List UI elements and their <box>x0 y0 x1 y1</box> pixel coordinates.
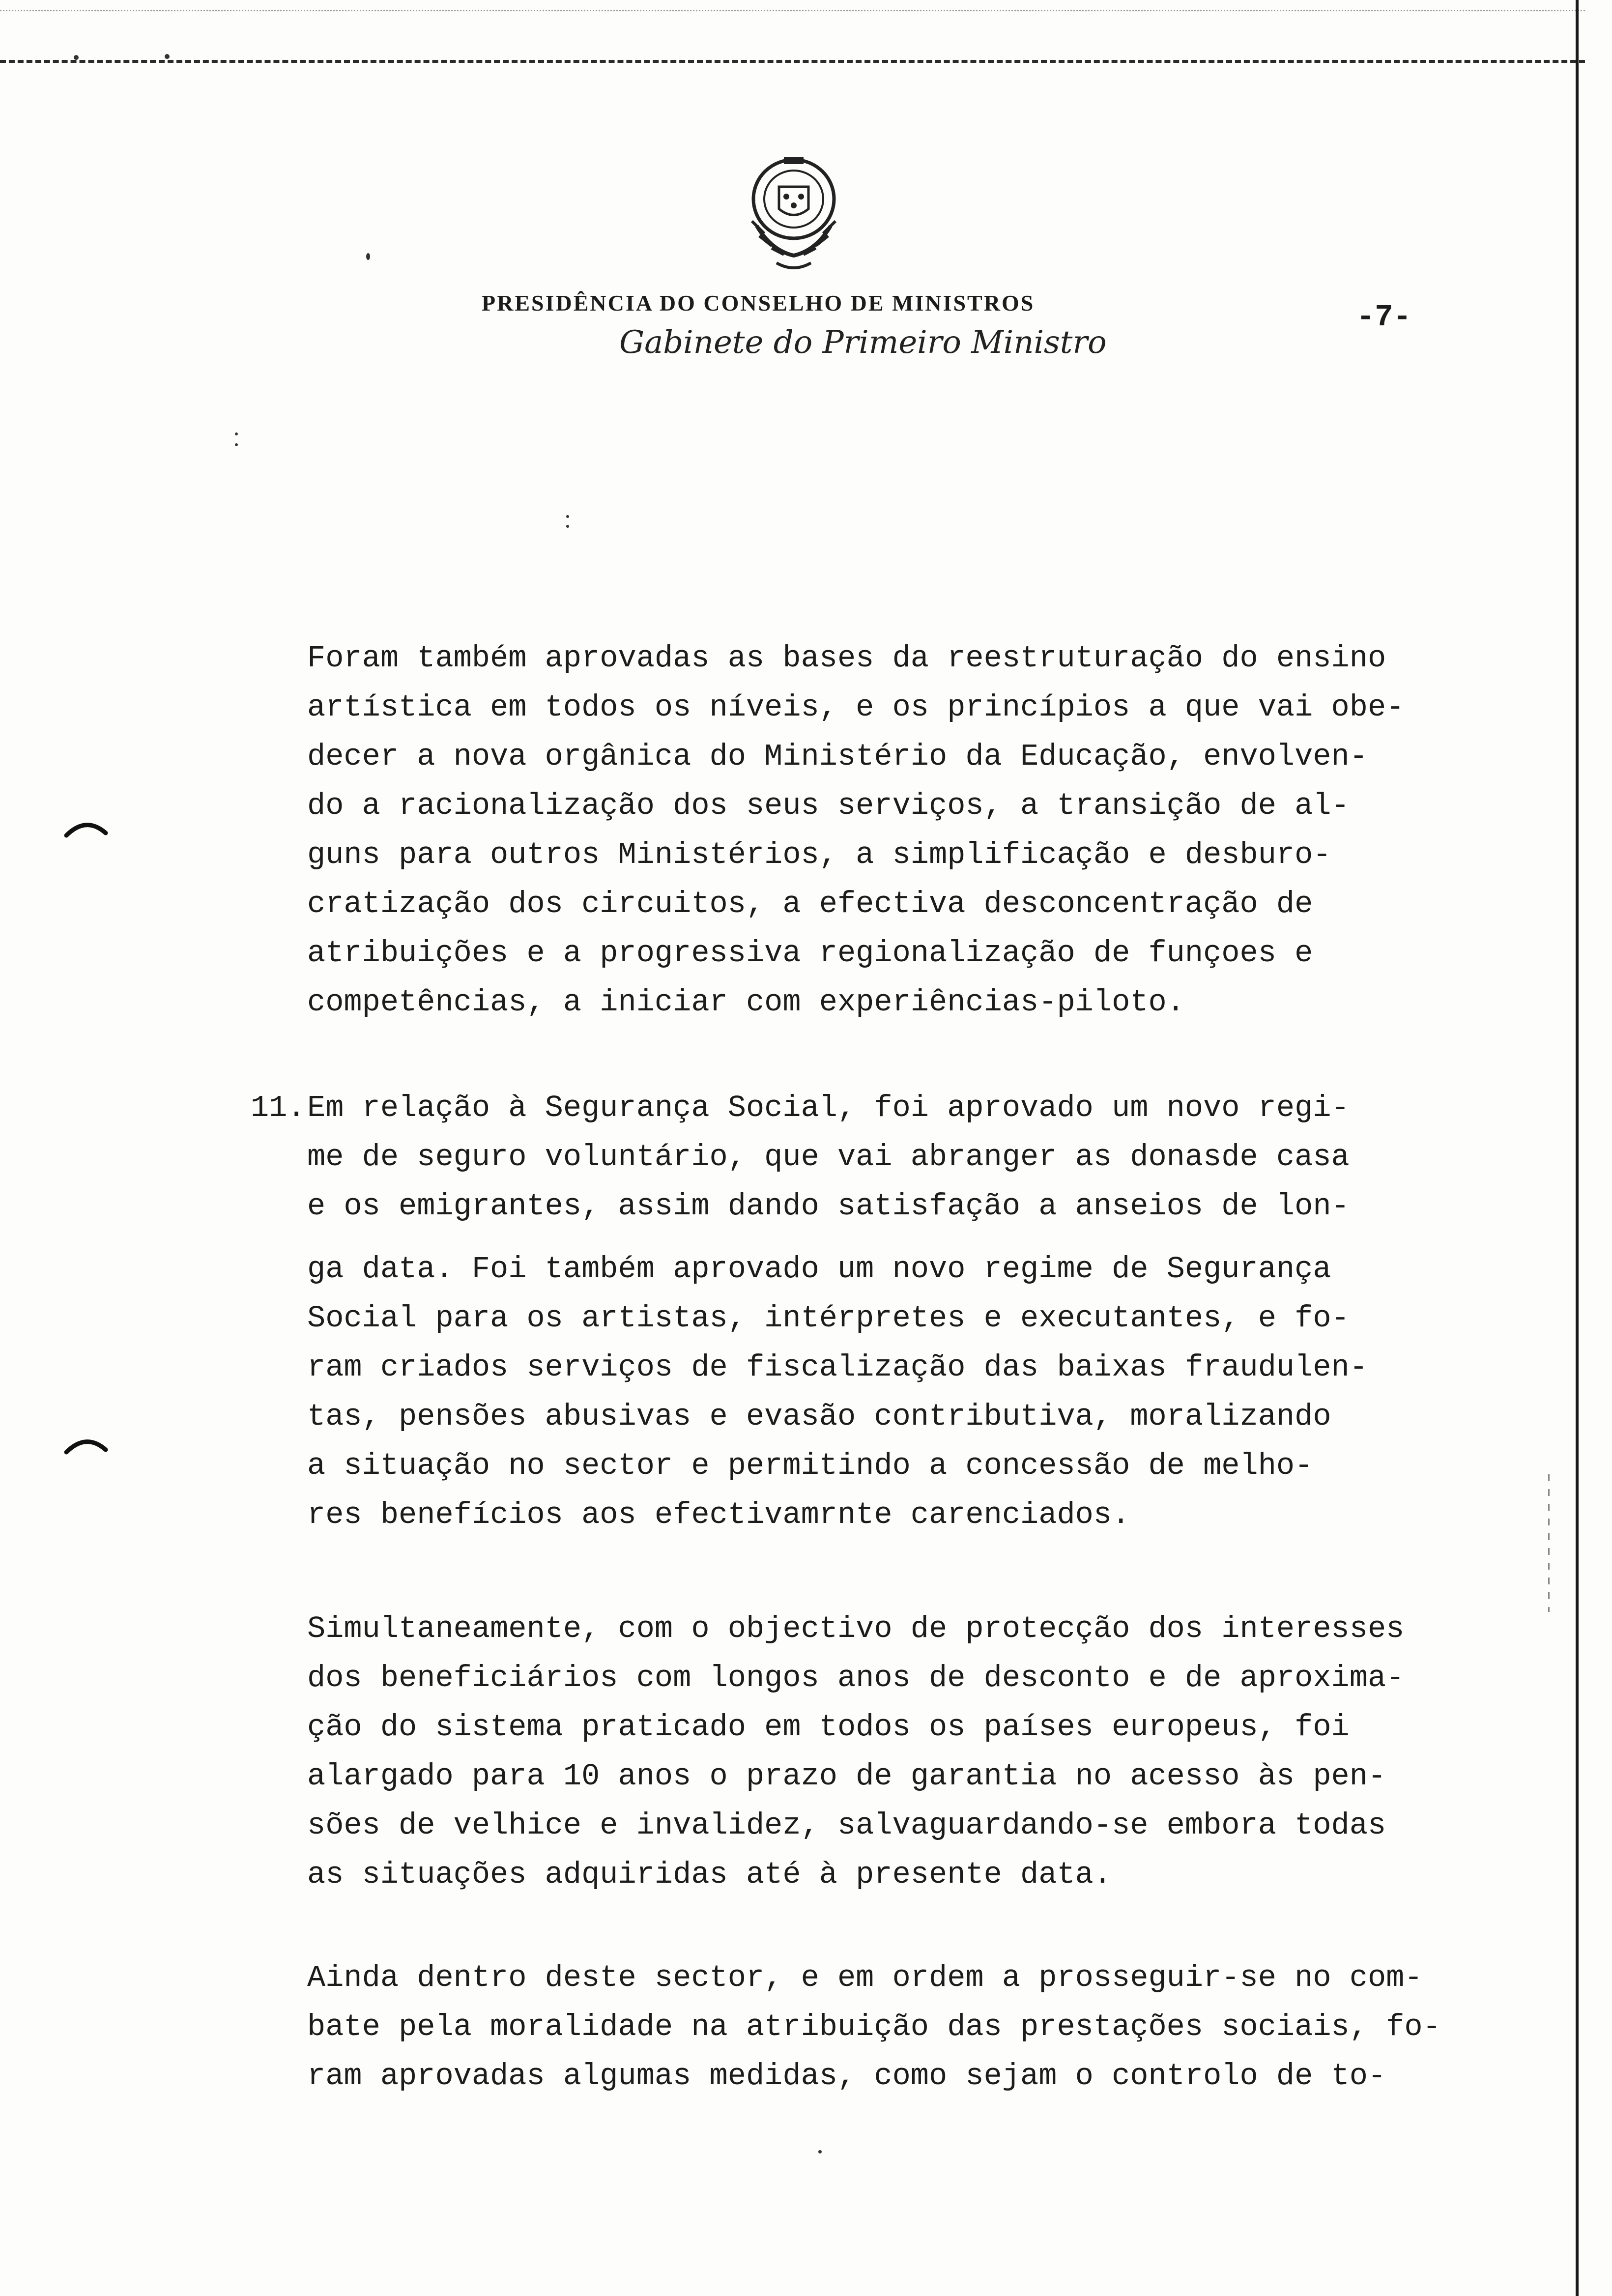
text-line: Simultaneamente, com o objectivo de protecção dos interesses <box>307 1611 1405 1646</box>
text-line: guns para outros Ministérios, a simplificação e desburo- <box>307 837 1331 872</box>
text-line: e os emigrantes, assim dando satisfação a anseios de lon- <box>307 1189 1350 1224</box>
scan-speck <box>566 515 569 518</box>
text-line: alargado para 10 anos o prazo de garantia no acesso às pen- <box>307 1759 1386 1794</box>
scan-speck <box>566 525 569 528</box>
scan-right-mark <box>1548 1474 1550 1612</box>
text-line: ga data. Foi também aprovado um novo regime de Segurança <box>307 1252 1331 1287</box>
text-line: artística em todos os níveis, e os princípios a que vai obe- <box>307 690 1405 725</box>
text-line: Em relação à Segurança Social, foi aprovado um novo regi- <box>307 1091 1350 1125</box>
text-line: dos beneficiários com longos anos de desconto e de aproxima- <box>307 1661 1405 1695</box>
punch-hole-mark <box>64 1430 108 1460</box>
scan-edge-line <box>0 10 1585 11</box>
text-line: sões de velhice e invalidez, salvaguardando-se embora todas <box>307 1808 1386 1843</box>
scan-speck <box>235 443 238 446</box>
scan-right-edge <box>1576 0 1579 2296</box>
text-line: ção do sistema praticado em todos os países europeus, foi <box>307 1710 1350 1745</box>
text-line: ram aprovadas algumas medidas, como sejam o controlo de to- <box>307 2059 1386 2094</box>
text-line: me de seguro voluntário, que vai abranger as donasde casa <box>307 1140 1350 1175</box>
text-line: Foram também aprovadas as bases da reestruturação do ensino <box>307 641 1386 676</box>
office-subtitle: Gabinete do Primeiro Ministro <box>619 324 1107 361</box>
text-line: tas, pensões abusivas e evasão contributiva, moralizando <box>307 1399 1331 1434</box>
text-line: res benefícios aos efectivamrnte carenciados. <box>307 1497 1130 1532</box>
text-line: decer a nova orgânica do Ministério da Educação, envolven- <box>307 739 1368 774</box>
scan-speck <box>366 253 370 260</box>
scan-speck <box>818 2150 822 2153</box>
text-line: ram criados serviços de fiscalização das baixas fraudulen- <box>307 1350 1368 1385</box>
text-line: competências, a iniciar com experiências-piloto. <box>307 985 1185 1020</box>
paragraph-morality <box>307 1953 1526 2101</box>
scan-speck <box>235 432 238 435</box>
text-line: cratização dos circuitos, a efectiva desconcentração de <box>307 887 1313 921</box>
punch-hole-mark <box>64 813 108 843</box>
paragraph-body <box>307 1084 1368 1540</box>
paragraph-pensions <box>307 1605 1526 1899</box>
text-line: Social para os artistas, intérpretes e executantes, e fo- <box>307 1301 1350 1336</box>
text-line: a situação no sector e permitindo a concessão de melho- <box>307 1448 1313 1483</box>
scan-top-rule <box>0 60 1585 63</box>
scan-speck <box>74 55 79 60</box>
coat-of-arms-icon <box>737 152 850 275</box>
organization-title: PRESIDÊNCIA DO CONSELHO DE MINISTROS <box>482 290 1035 316</box>
item-number: 11. <box>251 1091 306 1125</box>
text-line: bate pela moralidade na atribuição das prestações sociais, fo- <box>307 2009 1441 2044</box>
page-number: -7- <box>1356 300 1411 335</box>
scan-speck <box>165 54 170 59</box>
text-line: Ainda dentro deste sector, e em ordem a prosseguir-se no com- <box>307 1960 1423 1995</box>
paragraph-education <box>307 634 1526 1027</box>
text-line: do a racionalização dos seus serviços, a transição de al- <box>307 788 1350 823</box>
text-line: as situações adquiridas até à presente data. <box>307 1857 1112 1892</box>
text-line: atribuições e a progressiva regionalização de funçoes e <box>307 936 1313 971</box>
